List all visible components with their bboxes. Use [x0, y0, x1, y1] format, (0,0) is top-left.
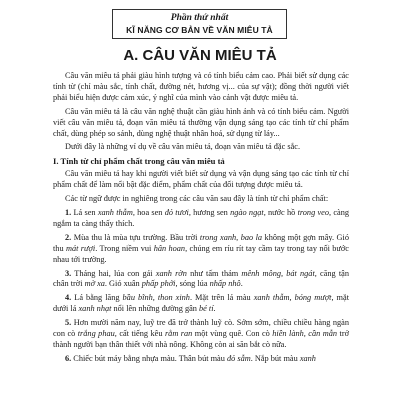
- adjective-highlight: trắng phau: [77, 329, 115, 339]
- example-text: . Mặt trên lá màu: [189, 293, 254, 303]
- part-kicker: Phần thứ nhất: [170, 13, 229, 23]
- part-title: KĨ NĂNG CƠ BẢN VỀ VĂN MIÊU TẢ: [126, 25, 273, 35]
- subsection-paragraph-2: Các từ ngữ được in nghiêng trong các câu văn sau đây là tính từ chỉ phẩm chất:: [65, 194, 329, 204]
- example-text: , chúng em ríu rít tay cầm tay trong tay nối bước nhau tới trường.: [53, 243, 349, 264]
- example-text: nổi lên những đường gân: [111, 304, 200, 314]
- example-text: , mặt dưới lá: [53, 293, 349, 314]
- adjective-highlight: bầu bĩnh, thon xinh: [122, 293, 190, 303]
- example-text: . Trong niềm vui: [95, 243, 154, 253]
- intro-paragraph-1: Câu văn miêu tả phải giàu hình tượng và có tính biểu cảm cao. Phải biết sử dụng các tính từ (chỉ màu sắc, tính chất, đường nét, hương vị... của sự vật); đồng thời người viết phải biểu hiện được cảm xúc, ý nghĩ của mình vào cảnh vật được miêu tả.: [53, 71, 349, 102]
- body-text: [53, 71, 349, 368]
- adjective-highlight: nhấp nhô: [209, 279, 241, 289]
- example-text: . Gió xuân: [104, 279, 142, 289]
- subsection-paragraph-1: Câu văn miêu tả hay khi người viết biết sử dụng và vận dụng sáng tạo các tính từ chỉ phẩm chất để làm nổi bật đặc điểm, phẩm chất của đối tượng được miêu tả.: [53, 169, 349, 190]
- adjective-highlight: mát rượi: [65, 243, 96, 253]
- example-text: , căng tận chân trời: [53, 268, 349, 289]
- adjective-highlight: xanh thẫm, bóng mượt: [253, 293, 332, 303]
- subsection-heading: I. Tính từ chỉ phẩm chất trong câu văn miêu tả: [53, 156, 225, 167]
- example-text: , cất tiếng kêu: [114, 329, 165, 339]
- example-text: như tấm thảm: [186, 268, 242, 278]
- example-item: [53, 354, 349, 365]
- intro-paragraph-2: Câu văn miêu tả là câu văn nghệ thuật cần giàu hình ảnh và có tính biểu cảm. Người viết câu văn miêu tả, đoạn văn miêu tả thường vận dụng sáng tạo các tính từ chỉ phẩm chất, dùng phép so sánh, dùng nghệ thuật nhân hoá, sử dụng từ láy...: [53, 106, 349, 138]
- example-text: trở thành người bạn thân thiết với nhà nông. Không còn ai săn bắt cò nữa.: [53, 329, 349, 349]
- example-number: 1.: [65, 207, 72, 217]
- example-item: [53, 269, 349, 291]
- adjective-highlight: bé tí: [199, 304, 214, 314]
- adjective-highlight: rằm ran: [164, 329, 193, 339]
- example-number: 2.: [65, 232, 72, 242]
- adjective-highlight: hân hoan: [153, 243, 186, 253]
- example-text: .: [213, 304, 216, 314]
- adjective-highlight: xanh: [299, 353, 316, 363]
- section-title: A. CÂU VĂN MIÊU TẢ: [123, 47, 277, 64]
- example-text: , càng ngắm ta càng thấy thích.: [53, 207, 350, 228]
- example-text: không một gợn mây. Gió thu: [53, 232, 349, 253]
- example-text: .: [240, 279, 243, 289]
- adjective-highlight: phấp phới: [141, 279, 176, 289]
- example-text: ,: [236, 232, 241, 242]
- example-number: 6.: [65, 353, 72, 363]
- intro-paragraph-3: Dưới đây là những ví dụ về câu văn miêu tả, đoạn văn miêu tả đặc sắc.: [65, 142, 301, 152]
- example-text: Mùa thu là mùa tựu trường. Bầu trời: [71, 232, 200, 242]
- adjective-highlight: xanh thẫm: [97, 207, 133, 217]
- example-item: [53, 293, 349, 315]
- examples-list: [53, 208, 349, 365]
- adjective-highlight: hiền lành, cần mẫn: [272, 329, 338, 339]
- example-number: 4.: [65, 293, 72, 303]
- example-text: Hơn mười năm nay, luỹ tre đã trở thành luỹ cò. Sớm sớm, chiều chiều hàng ngàn con cò: [53, 318, 349, 339]
- example-text: , hương sen: [188, 207, 231, 217]
- adjective-highlight: xanh nhạt: [78, 304, 112, 314]
- example-text: , hoa sen: [132, 207, 165, 217]
- example-item: [53, 208, 349, 230]
- example-number: 5.: [65, 318, 72, 328]
- example-text: một vùng quê. Con cò: [192, 329, 273, 339]
- adjective-highlight: bao la: [240, 232, 263, 242]
- adjective-highlight: trong xanh: [199, 232, 237, 242]
- example-text: , sóng lúa: [175, 279, 210, 289]
- adjective-highlight: trong veo: [297, 207, 330, 217]
- example-text: . Nắp bút màu: [250, 353, 300, 363]
- adjective-highlight: mênh mông, bát ngát: [241, 268, 315, 278]
- example-text: Lá bằng lăng: [71, 293, 123, 303]
- example-item: [53, 233, 349, 266]
- adjective-highlight: mờ xa: [84, 279, 105, 289]
- example-item: [53, 318, 349, 351]
- adjective-highlight: xanh rờn: [155, 268, 187, 278]
- part-header-box: [112, 9, 287, 39]
- example-number: 3.: [65, 268, 72, 278]
- adjective-highlight: ngào ngạt: [230, 207, 264, 217]
- adjective-highlight: đỏ tươi: [164, 207, 189, 217]
- example-text: Lá sen: [71, 207, 98, 217]
- adjective-highlight: đỏ sẫm: [226, 353, 251, 363]
- example-text: Chiếc bút máy bằng nhựa màu. Thân bút màu: [71, 353, 227, 363]
- example-text: Tháng hai, lúa con gái: [71, 268, 156, 278]
- example-text: , nước hồ: [263, 207, 298, 217]
